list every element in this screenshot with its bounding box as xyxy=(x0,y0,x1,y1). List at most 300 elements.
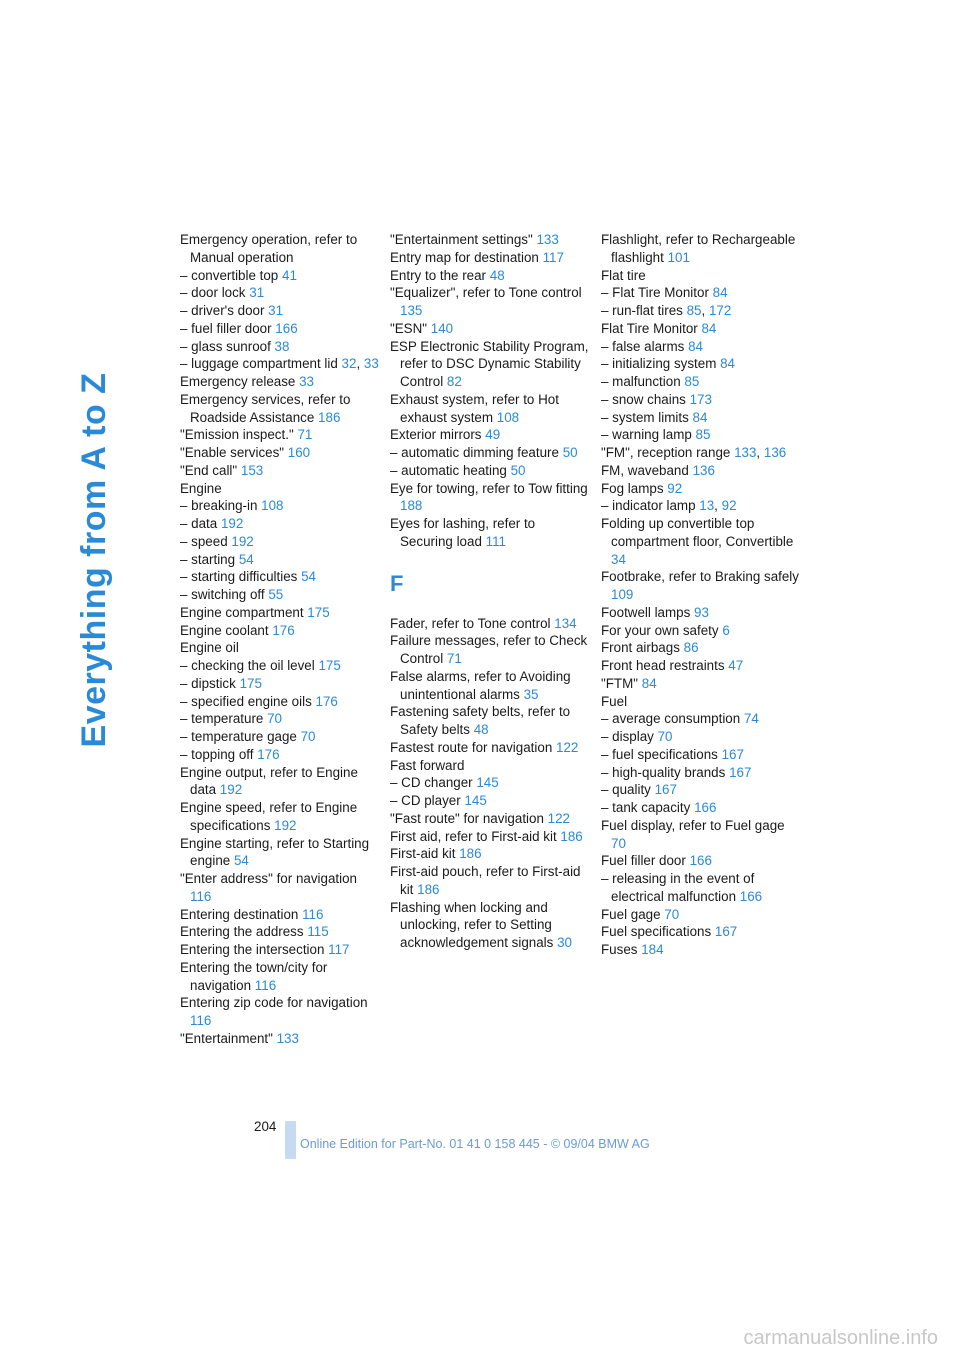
footer-edition-note: Online Edition for Part-No. 01 41 0 158 445 - © 09/04 BMW AG xyxy=(300,1137,650,1151)
index-entry-text: Entering zip code for navigation xyxy=(180,995,368,1011)
index-entry-text: – initializing system xyxy=(601,356,717,372)
index-entry-text: False alarms, refer to Avoiding unintentional alarms xyxy=(390,668,571,702)
page-reference-link[interactable]: 186 xyxy=(318,409,341,425)
page-reference-link[interactable]: 92 xyxy=(721,498,737,514)
page-ref-separator: , xyxy=(701,303,706,318)
index-entry-text: Engine output, refer to Engine data xyxy=(180,764,358,798)
watermark: carmanualsonline.info xyxy=(743,1327,938,1349)
index-entry-text: – releasing in the event of electrical malfunction xyxy=(601,871,755,904)
index-entry-text: Fuses xyxy=(601,942,638,957)
page-number: 204 xyxy=(254,1119,277,1134)
index-column-3 xyxy=(601,231,801,959)
index-entry-text: Flat Tire Monitor xyxy=(601,320,698,336)
page-reference-link[interactable]: 192 xyxy=(231,533,254,549)
index-entry xyxy=(390,668,590,704)
index-entry xyxy=(180,355,380,373)
index-entry xyxy=(601,497,801,515)
index-entry-text: "Fast route" for navigation xyxy=(390,810,544,826)
index-entry xyxy=(390,863,590,899)
page-reference-link[interactable]: 186 xyxy=(417,881,440,897)
index-entry-text: – false alarms xyxy=(601,338,685,354)
index-entry xyxy=(390,515,590,551)
page-reference-link[interactable]: 133 xyxy=(536,232,559,247)
index-entry xyxy=(601,764,801,782)
page-reference-link[interactable]: 108 xyxy=(496,409,520,425)
page-reference-link[interactable]: 186 xyxy=(459,846,482,862)
index-entry-text: Folding up convertible top compartment floor, Convertible xyxy=(601,516,794,549)
index-entry-text: – display xyxy=(601,729,654,744)
index-entry-text: Flashlight, refer to Rechargeable flashlight xyxy=(601,232,796,265)
page-reference-link[interactable]: 116 xyxy=(190,888,212,904)
index-entry xyxy=(601,462,801,480)
index-entry-text: – indicator lamp xyxy=(601,498,696,514)
index-entry-text: ESP Electronic Stability Program, refer to DSC Dynamic Stability Control xyxy=(390,338,589,389)
index-entry-text: "ESN" xyxy=(390,320,428,336)
page-reference-link[interactable]: 13 xyxy=(699,498,715,514)
page-reference-link[interactable]: 117 xyxy=(328,942,350,957)
page-reference-link[interactable]: 31 xyxy=(249,285,265,301)
page-reference-link[interactable]: 109 xyxy=(611,587,634,602)
index-entry xyxy=(180,622,380,640)
index-entry-text: First aid, refer to First-aid kit xyxy=(390,828,557,844)
index-entry xyxy=(390,426,590,444)
index-entry xyxy=(180,941,380,959)
index-entry-text: – glass sunroof xyxy=(180,338,271,354)
page-reference-link[interactable]: 153 xyxy=(240,462,264,478)
index-entry-text: Eyes for lashing, refer to Securing load xyxy=(390,516,536,549)
index-entry xyxy=(390,338,590,391)
page-reference-link[interactable]: 101 xyxy=(667,249,690,265)
index-entry-text: – dipstick xyxy=(180,675,236,691)
page-reference-link[interactable]: 85 xyxy=(684,374,700,389)
page-reference-link[interactable]: 176 xyxy=(315,693,338,709)
page-reference-link[interactable]: 50 xyxy=(510,462,526,478)
index-entry xyxy=(601,906,801,924)
index-entry-text: Engine xyxy=(180,480,222,496)
index-entry xyxy=(180,586,380,604)
index-entry xyxy=(180,320,380,338)
page-reference-link[interactable]: 192 xyxy=(274,817,297,833)
page-reference-link[interactable]: 84 xyxy=(688,338,703,354)
page-reference-link[interactable]: 166 xyxy=(694,800,717,815)
index-entry xyxy=(601,693,801,711)
page-reference-link[interactable]: 166 xyxy=(275,320,298,336)
page-reference-link[interactable]: 175 xyxy=(239,675,262,691)
index-entry-text: – tank capacity xyxy=(601,800,691,815)
index-entry xyxy=(601,515,801,568)
page-reference-link[interactable]: 192 xyxy=(219,782,243,798)
index-entry xyxy=(180,639,380,657)
index-entry-text: "Entertainment" xyxy=(180,1030,273,1046)
index-entry-text: First-aid kit xyxy=(390,846,456,862)
index-entry xyxy=(601,302,801,320)
index-entry xyxy=(180,231,380,267)
index-entry xyxy=(390,462,590,480)
page-reference-link[interactable]: 71 xyxy=(297,427,313,443)
index-entry xyxy=(601,284,801,302)
index-entry xyxy=(601,391,801,409)
index-entry-text: "Enable services" xyxy=(180,445,285,460)
index-entry xyxy=(180,338,380,356)
index-entry xyxy=(180,906,380,924)
index-entry-text: Footbrake, refer to Braking safely xyxy=(601,569,799,585)
side-section-title: Everything from A to Z xyxy=(75,372,113,748)
page-reference-link[interactable]: 133 xyxy=(734,445,757,460)
page-reference-link[interactable]: 48 xyxy=(489,267,505,283)
index-entry-text: Exterior mirrors xyxy=(390,427,482,443)
index-entry-text: Flashing when locking and unlocking, refer to Setting acknowledgement signals xyxy=(390,899,554,950)
index-entry xyxy=(601,710,801,728)
index-entry-text: – fuel specifications xyxy=(601,746,718,762)
index-entry xyxy=(601,675,801,693)
page-reference-link[interactable]: 85 xyxy=(686,303,702,318)
index-entry-text: – automatic heating xyxy=(390,462,507,478)
page-reference-link[interactable]: 184 xyxy=(641,942,664,957)
index-entry-text: "Entertainment settings" xyxy=(390,232,533,247)
index-entry xyxy=(180,462,380,480)
index-entry xyxy=(180,675,380,693)
page-reference-link[interactable]: 54 xyxy=(233,853,249,869)
index-entry-text: "FM", reception range xyxy=(601,445,731,460)
page-reference-link[interactable]: 166 xyxy=(689,853,712,869)
page-reference-link[interactable]: 84 xyxy=(712,285,728,301)
index-entry xyxy=(601,639,801,657)
page-reference-link[interactable]: 176 xyxy=(257,746,280,762)
index-entry xyxy=(180,710,380,728)
page-reference-link[interactable]: 116 xyxy=(302,906,324,922)
index-entry-text: Fastest route for navigation xyxy=(390,739,553,755)
page-reference-link[interactable]: 116 xyxy=(254,977,277,993)
index-entry xyxy=(180,764,380,800)
index-entry xyxy=(390,391,590,427)
index-entry-text: – CD changer xyxy=(390,775,473,791)
index-entry xyxy=(390,774,590,792)
index-entry xyxy=(180,693,380,711)
index-entry-text: Entering the address xyxy=(180,924,304,940)
page-reference-link[interactable]: 82 xyxy=(446,374,462,389)
index-entry xyxy=(601,231,801,267)
index-entry-text: FM, waveband xyxy=(601,462,689,478)
page-reference-link[interactable]: 93 xyxy=(694,604,709,620)
index-entry xyxy=(601,923,801,941)
index-entry-text: Exhaust system, refer to Hot exhaust system xyxy=(390,391,559,425)
page-reference-link[interactable]: 115 xyxy=(307,924,329,940)
index-entry-text: – CD player xyxy=(390,793,461,808)
index-entry xyxy=(390,444,590,462)
index-entry xyxy=(390,320,590,338)
index-entry-text: Fader, refer to Tone control xyxy=(390,615,551,631)
index-entry xyxy=(601,373,801,391)
index-entry xyxy=(601,320,801,338)
index-entry-text: Emergency release xyxy=(180,374,296,389)
index-entry xyxy=(390,703,590,739)
page-reference-link[interactable]: 35 xyxy=(523,686,539,702)
page-reference-link[interactable]: 140 xyxy=(430,320,454,336)
index-entry-text: Fuel filler door xyxy=(601,853,686,869)
page-reference-link[interactable]: 70 xyxy=(300,729,316,744)
page-reference-link[interactable]: 50 xyxy=(562,445,578,460)
index-entry-text: Emergency operation, refer to Manual operation xyxy=(180,232,358,265)
index-entry xyxy=(180,1030,380,1048)
index-entry-text: "End call" xyxy=(180,462,238,478)
page-reference-link[interactable]: 70 xyxy=(611,835,626,851)
page-reference-link[interactable]: 116 xyxy=(190,1013,212,1028)
index-entry xyxy=(601,409,801,427)
index-entry-text: Failure messages, refer to Check Control xyxy=(390,633,588,666)
page-reference-link[interactable]: 47 xyxy=(728,658,744,673)
index-entry-text: Entering destination xyxy=(180,906,299,922)
index-entry-text: Fuel display, refer to Fuel gage xyxy=(601,817,785,833)
page-reference-link[interactable]: 84 xyxy=(641,675,657,691)
index-entry-text: – snow chains xyxy=(601,391,686,407)
index-entry-text: Fuel xyxy=(601,693,628,709)
index-entry-text: – convertible top xyxy=(180,267,279,283)
page-reference-link[interactable]: 122 xyxy=(556,739,579,755)
index-entry xyxy=(601,480,801,498)
index-column-2 xyxy=(390,231,590,952)
page-reference-link[interactable]: 136 xyxy=(763,445,787,460)
index-entry-text: Front head restraints xyxy=(601,658,725,673)
index-entry xyxy=(180,604,380,622)
page-reference-link[interactable]: 55 xyxy=(268,587,284,602)
index-entry xyxy=(180,568,380,586)
index-entry xyxy=(601,444,801,462)
index-entry xyxy=(180,444,380,462)
index-entry-text: – system limits xyxy=(601,409,689,425)
index-entry xyxy=(601,870,801,906)
page-reference-link[interactable]: 84 xyxy=(692,409,708,425)
page-ref-separator: , xyxy=(714,498,718,514)
footer-accent-bar xyxy=(285,1121,296,1159)
index-entry xyxy=(180,870,380,906)
page-reference-link[interactable]: 92 xyxy=(667,480,683,496)
index-entry-text: Eye for towing, refer to Tow fitting xyxy=(390,480,588,496)
page-reference-link[interactable]: 33 xyxy=(299,374,315,389)
page-reference-link[interactable]: 135 xyxy=(400,303,423,318)
index-entry xyxy=(180,267,380,285)
page-reference-link[interactable]: 133 xyxy=(276,1030,299,1046)
index-entry-text: Engine speed, refer to Engine specifications xyxy=(180,800,358,833)
page-reference-link[interactable]: 192 xyxy=(220,516,244,531)
index-entry xyxy=(390,632,590,668)
index-entry-text: "Enter address" for navigation xyxy=(180,871,357,886)
index-entry-text: Emergency services, refer to Roadside Assistance xyxy=(180,391,351,425)
index-entry xyxy=(180,728,380,746)
index-entry-text: – checking the oil level xyxy=(180,658,315,673)
page-reference-link[interactable]: 111 xyxy=(485,533,506,549)
index-entry xyxy=(390,231,590,249)
index-entry-text: – automatic dimming feature xyxy=(390,445,559,460)
index-entry xyxy=(601,746,801,764)
index-entry xyxy=(180,657,380,675)
page-reference-link[interactable]: 167 xyxy=(714,924,738,940)
index-entry xyxy=(180,835,380,871)
index-entry xyxy=(390,249,590,267)
index-entry xyxy=(601,604,801,622)
page-reference-link[interactable]: 54 xyxy=(238,551,254,567)
index-entry xyxy=(390,480,590,516)
index-entry-text: – speed xyxy=(180,533,228,549)
page-reference-link[interactable]: 86 xyxy=(683,640,699,656)
page-reference-link[interactable]: 70 xyxy=(664,906,680,922)
index-entry xyxy=(180,994,380,1030)
index-entry-text: – driver's door xyxy=(180,303,265,318)
page-reference-link[interactable]: 145 xyxy=(464,793,487,808)
page-reference-link[interactable]: 33 xyxy=(363,356,379,372)
index-entry xyxy=(601,817,801,853)
page-reference-link[interactable]: 136 xyxy=(692,462,715,478)
page-reference-link[interactable]: 30 xyxy=(557,935,572,950)
index-entry-text: – temperature gage xyxy=(180,729,297,744)
page-reference-link[interactable]: 175 xyxy=(307,604,330,620)
index-entry xyxy=(180,551,380,569)
index-entry-text: – switching off xyxy=(180,587,265,602)
page-reference-link[interactable]: 134 xyxy=(554,615,577,631)
index-entry xyxy=(180,515,380,533)
index-entry-text: – topping off xyxy=(180,746,254,762)
page-reference-link[interactable]: 31 xyxy=(268,303,284,318)
index-entry xyxy=(390,828,590,846)
index-entry xyxy=(601,622,801,640)
index-entry xyxy=(390,267,590,285)
page-reference-link[interactable]: 172 xyxy=(708,303,732,318)
index-entry-text: For your own safety xyxy=(601,622,719,638)
index-entry xyxy=(390,845,590,863)
index-entry xyxy=(601,355,801,373)
page-reference-link[interactable]: 175 xyxy=(318,658,341,673)
index-entry xyxy=(180,746,380,764)
index-entry-text: "Emission inspect." xyxy=(180,427,294,443)
index-entry xyxy=(601,852,801,870)
index-entry-text: – luggage compartment lid xyxy=(180,356,338,372)
index-entry xyxy=(180,302,380,320)
page-reference-link[interactable]: 166 xyxy=(739,888,763,904)
index-entry xyxy=(601,781,801,799)
index-entry-text: "FTM" xyxy=(601,675,639,691)
index-entry xyxy=(390,757,590,775)
page-reference-link[interactable]: 32 xyxy=(341,356,357,372)
index-entry-text: – quality xyxy=(601,782,651,798)
page-reference-link[interactable]: 186 xyxy=(560,828,583,844)
index-entry xyxy=(180,426,380,444)
page-reference-link[interactable]: 108 xyxy=(261,498,284,514)
index-entry xyxy=(601,799,801,817)
index-entry xyxy=(180,284,380,302)
index-entry xyxy=(390,284,590,320)
index-entry-text: Fuel specifications xyxy=(601,924,712,940)
index-entry-text: – specified engine oils xyxy=(180,693,312,709)
page-reference-link[interactable]: 85 xyxy=(695,427,711,443)
page-reference-link[interactable]: 167 xyxy=(654,782,677,798)
index-entry-text: Fast forward xyxy=(390,757,465,773)
letter-heading: F xyxy=(390,570,404,596)
page-reference-link[interactable]: 145 xyxy=(476,775,499,791)
page-reference-link[interactable]: 117 xyxy=(542,249,564,265)
page-reference-link[interactable]: 70 xyxy=(267,711,283,727)
index-entry xyxy=(180,480,380,498)
index-entry xyxy=(390,899,590,952)
index-entry xyxy=(180,373,380,391)
page-reference-link[interactable]: 188 xyxy=(400,498,423,514)
index-entry-text: Engine oil xyxy=(180,640,239,656)
index-entry-text: – starting xyxy=(180,551,236,567)
index-entry-text: "Equalizer", refer to Tone control xyxy=(390,285,582,301)
index-entry-text: – temperature xyxy=(180,711,264,727)
page-reference-link[interactable]: 71 xyxy=(446,651,462,666)
index-entry xyxy=(390,792,590,810)
index-entry xyxy=(601,267,801,285)
page-reference-link[interactable]: 122 xyxy=(547,810,570,826)
page-ref-separator: , xyxy=(756,445,761,460)
page-reference-link[interactable]: 74 xyxy=(743,711,759,727)
index-entry-text: – warning lamp xyxy=(601,427,692,443)
index-entry-text: – average consumption xyxy=(601,711,741,727)
index-entry-text: – breaking-in xyxy=(180,498,258,514)
page-reference-link[interactable]: 48 xyxy=(473,722,489,737)
page-reference-link[interactable]: 38 xyxy=(274,338,290,354)
index-entry xyxy=(180,923,380,941)
page-reference-link[interactable]: 6 xyxy=(722,622,730,638)
index-entry-text: Engine starting, refer to Starting engine xyxy=(180,835,370,869)
page-reference-link[interactable]: 49 xyxy=(485,427,501,443)
index-entry xyxy=(180,799,380,835)
index-entry xyxy=(601,568,801,604)
index-entry-text: – Flat Tire Monitor xyxy=(601,285,709,301)
index-entry-text: First-aid pouch, refer to First-aid kit xyxy=(390,864,581,897)
index-entry xyxy=(390,739,590,757)
page-reference-link[interactable]: 84 xyxy=(701,320,717,336)
index-entry xyxy=(390,810,590,828)
index-entry-text: Entering the town/city for navigation xyxy=(180,959,328,993)
index-entry xyxy=(601,426,801,444)
index-entry-text: – malfunction xyxy=(601,374,681,389)
index-entry xyxy=(601,338,801,356)
page-reference-link[interactable]: 41 xyxy=(282,267,297,283)
page-reference-link[interactable]: 54 xyxy=(301,569,316,585)
page-reference-link[interactable]: 167 xyxy=(729,764,752,780)
page-reference-link[interactable]: 70 xyxy=(657,729,673,744)
index-entry xyxy=(180,391,380,427)
index-entry-text: – high-quality brands xyxy=(601,764,726,780)
index-entry-text: – run-flat tires xyxy=(601,303,683,318)
index-entry xyxy=(601,941,801,959)
index-entry xyxy=(390,615,590,633)
index-entry-text: Engine coolant xyxy=(180,622,269,638)
index-entry xyxy=(180,497,380,515)
page-reference-link[interactable]: 160 xyxy=(287,445,311,460)
page-reference-link[interactable]: 176 xyxy=(272,622,295,638)
page-reference-link[interactable]: 173 xyxy=(689,391,712,407)
page-reference-link[interactable]: 167 xyxy=(721,746,744,762)
index-entry-text: Fastening safety belts, refer to Safety belts xyxy=(390,704,571,737)
index-entry xyxy=(180,533,380,551)
page-reference-link[interactable]: 34 xyxy=(611,551,626,567)
index-entry-text: Engine compartment xyxy=(180,604,304,620)
index-entry-text: Footwell lamps xyxy=(601,604,691,620)
index-entry-text: Front airbags xyxy=(601,640,680,656)
index-entry xyxy=(601,657,801,675)
index-entry-text: Entry to the rear xyxy=(390,267,487,283)
index-entry-text: Flat tire xyxy=(601,267,646,283)
page-reference-link[interactable]: 84 xyxy=(720,356,735,372)
index-entry xyxy=(601,728,801,746)
index-column-1 xyxy=(180,231,380,1048)
index-entry-text: – fuel filler door xyxy=(180,320,272,336)
index-entry-text: Fuel gage xyxy=(601,906,661,922)
index-entry-text: Entering the intersection xyxy=(180,942,325,957)
page-ref-separator: , xyxy=(356,356,361,372)
index-entry-text: Fog lamps xyxy=(601,480,664,496)
